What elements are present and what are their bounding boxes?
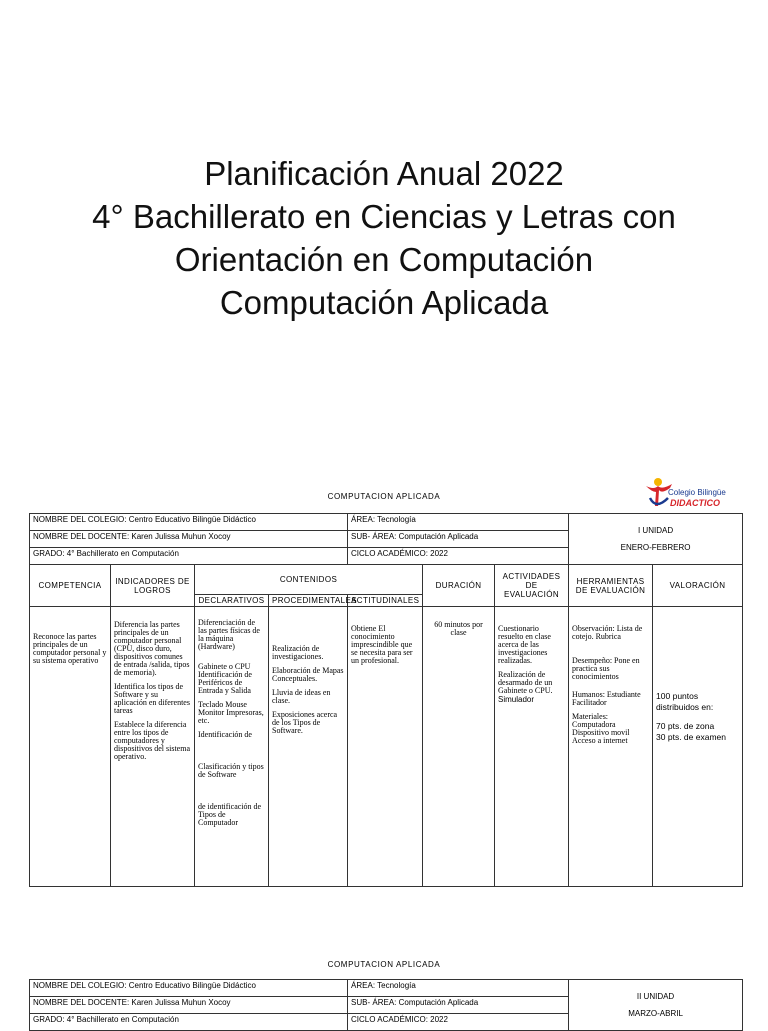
title-line-4: Computación Aplicada bbox=[219, 284, 549, 321]
header-indicadores: INDICADORES DE LOGROS bbox=[111, 565, 195, 607]
procedimental-item: Realización de investigaciones. bbox=[272, 644, 324, 661]
declarativo-item: Teclado Mouse Monitor Impresoras, etc. bbox=[198, 700, 264, 725]
academic-cycle: CICLO ACADÉMICO: 2022 bbox=[348, 1014, 569, 1031]
declarativo-item: Identificación de bbox=[198, 730, 252, 739]
herramienta-item: Desempeño: Pone en practica sus conocimientos bbox=[572, 656, 640, 681]
valoracion-cell bbox=[653, 607, 743, 887]
grade: GRADO: 4° Bachillerato en Computación bbox=[30, 548, 348, 565]
header-actitudinales: ACTITUDINALES bbox=[348, 595, 423, 607]
herramienta-item: Observación: Lista de cotejo. Rubrica bbox=[572, 624, 643, 641]
logo-text: Colegio Bilingüe bbox=[668, 488, 726, 497]
school-name: NOMBRE DEL COLEGIO: Centro Educativo Bilingüe Didáctico bbox=[30, 514, 348, 531]
indicador-item: Diferencia las partes principales de un computador personal (CPU, disco duro, dispositivos comunes de entrada /salida, tipos de memoria). bbox=[114, 620, 190, 677]
header-valoracion: VALORACIÓN bbox=[653, 565, 743, 607]
unit-cell bbox=[569, 980, 743, 1031]
unit-label: II UNIDAD bbox=[636, 992, 675, 1001]
header-procedimentales: PROCEDIMENTALES bbox=[269, 595, 348, 607]
header-contenidos: CONTENIDOS bbox=[195, 565, 423, 595]
declarativo-item: Diferenciación de las partes físicas de la máquina (Hardware) bbox=[198, 618, 260, 651]
logo-brand: DIDACTICO bbox=[670, 498, 720, 508]
header-actividades: ACTIVIDADES DE EVALUACIÓN bbox=[495, 565, 569, 607]
area: ÁREA: Tecnología bbox=[348, 514, 569, 531]
indicador-item: Identifica los tipos de Software y su aplicación en diferentes tareas bbox=[114, 682, 190, 715]
unit-cell bbox=[569, 514, 743, 565]
herramientas-cell bbox=[569, 607, 653, 887]
section-caption: COMPUTACION APLICADA bbox=[327, 960, 441, 969]
sub-area: SUB- ÁREA: Computación Aplicada bbox=[348, 531, 569, 548]
indicador-item: Establece la diferencia entre los tipos de computadores y dispositivos del sistema operativo. bbox=[114, 720, 190, 761]
header-duracion: DURACIÓN bbox=[423, 565, 495, 607]
procedimentales-cell bbox=[269, 607, 348, 887]
header-competencia: COMPETENCIA bbox=[30, 565, 111, 607]
indicadores-cell bbox=[111, 607, 195, 887]
section-caption: COMPUTACION APLICADA bbox=[327, 492, 441, 501]
grade: GRADO: 4° Bachillerato en Computación bbox=[30, 1014, 348, 1031]
competencia-cell: Reconoce las partes principales de un computador personal y su sistema operativo bbox=[30, 607, 111, 887]
declarativos-cell bbox=[195, 607, 269, 887]
herramienta-item: Humanos: Estudiante Facilitador bbox=[572, 690, 641, 707]
teacher-name: NOMBRE DEL DOCENTE: Karen Julissa Muhun Xocoy bbox=[30, 531, 348, 548]
title-line-1: Planificación Anual 2022 bbox=[204, 155, 564, 192]
actividades-cell bbox=[495, 607, 569, 887]
teacher-name: NOMBRE DEL DOCENTE: Karen Julissa Muhun Xocoy bbox=[30, 997, 348, 1014]
header-declarativos: DECLARATIVOS bbox=[195, 595, 269, 607]
actitudinales-cell: Obtiene El conocimiento imprescindible que se necesita para ser un profesional. bbox=[348, 607, 423, 887]
unit-period: MARZO-ABRIL bbox=[628, 1009, 683, 1018]
planning-table-unit-2 bbox=[29, 979, 743, 1031]
title-line-3: Orientación en Computación bbox=[174, 241, 594, 278]
procedimental-item: Lluvia de ideas en clase. bbox=[272, 688, 331, 705]
procedimental-item: Elaboración de Mapas Conceptuales. bbox=[272, 666, 344, 683]
title-line-2: 4° Bachillerato en Ciencias y Letras con bbox=[92, 198, 676, 235]
sub-area: SUB- ÁREA: Computación Aplicada bbox=[348, 997, 569, 1014]
school-name: NOMBRE DEL COLEGIO: Centro Educativo Bilingüe Didáctico bbox=[30, 980, 348, 997]
area: ÁREA: Tecnología bbox=[348, 980, 569, 997]
actividad-extra: Simulador bbox=[498, 695, 535, 704]
valoracion-item: 100 puntos distribuidos en: bbox=[656, 691, 714, 712]
school-logo bbox=[640, 476, 740, 516]
valoracion-item: 30 pts. de examen bbox=[656, 732, 726, 742]
duracion-cell: 60 minutos por clase bbox=[423, 607, 495, 887]
unit-label: I UNIDAD bbox=[637, 526, 674, 535]
actividad-item: Cuestionario resuelto en clase acerca de las investigaciones realizadas. bbox=[498, 624, 551, 665]
document-title bbox=[0, 152, 768, 324]
academic-cycle: CICLO ACADÉMICO: 2022 bbox=[348, 548, 569, 565]
declarativo-item: Clasificación y tipos de Software bbox=[198, 762, 264, 779]
actividad-item: Realización de desarmado de un Gabinete o CPU. bbox=[498, 670, 553, 695]
header-herramientas: HERRAMIENTAS DE EVALUACIÓN bbox=[569, 565, 653, 607]
declarativo-item: Gabinete o CPU Identificación de Periféricos de Entrada y Salida bbox=[198, 662, 252, 695]
planning-table-unit-1 bbox=[29, 513, 743, 887]
unit-period: ENERO-FEBRERO bbox=[620, 543, 691, 552]
valoracion-item: 70 pts. de zona bbox=[656, 721, 715, 731]
procedimental-item: Exposiciones acerca de los Tipos de Software. bbox=[272, 710, 338, 735]
declarativo-item: de identificación de Tipos de Computador bbox=[198, 802, 262, 827]
herramienta-item: Materiales: Computadora Dispositivo movil Acceso a internet bbox=[572, 712, 630, 745]
